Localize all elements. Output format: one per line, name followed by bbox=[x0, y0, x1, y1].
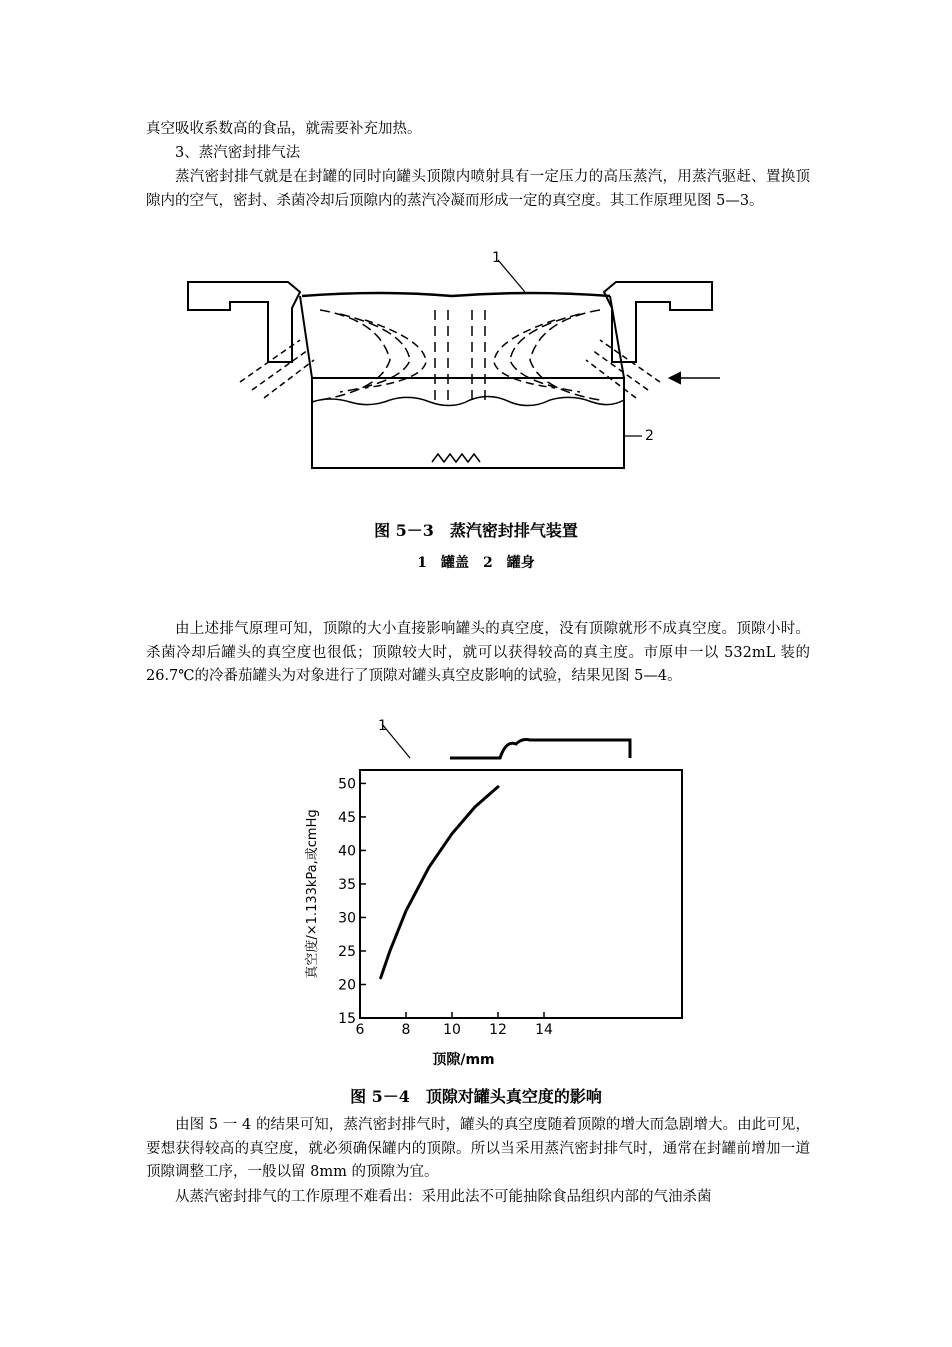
paragraph-1: 真空吸收系数高的食品，就需要补充加热。 bbox=[146, 121, 422, 137]
x-tick-label: 8 bbox=[401, 1022, 411, 1038]
chart-label-1: 1 bbox=[378, 718, 387, 734]
y-tick-label: 35 bbox=[338, 876, 356, 893]
y-tick-label: 20 bbox=[338, 977, 356, 994]
y-tick-label: 40 bbox=[338, 843, 356, 860]
paragraph-5: 由图 5 一 4 的结果可知，蒸汽密封排气时，罐头的真空度随着顶隙的增大而急剧增大。由此可见，要想获得较高的真空度，就必须确保罐内的顶隙。所以当采用蒸汽密封排气时，通常在封罐前增加一道顶隙调整工序，一般以留 8mm 的顶隙为宜。 bbox=[146, 1117, 810, 1180]
paragraph-6: 从蒸汽密封排气的工作原理不难看出：采用此法不可能抽除食品组织内部的气油杀菌 bbox=[175, 1189, 712, 1205]
y-tick-label: 15 bbox=[338, 1011, 356, 1027]
series-line bbox=[381, 787, 498, 978]
y-tick-label: 25 bbox=[338, 943, 356, 960]
x-axis-label: 顶隙/mm bbox=[432, 1052, 495, 1068]
paragraph-4: 由上述排气原理可知，顶隙的大小直接影响罐头的真空度，没有顶隙就形不成真空度。顶隙小时。杀菌冷却后罐头的真空度也很低；顶隙较大时，就可以获得较高的真主度。市原申一以 532mL 装的 26.7℃的冷番茄罐头为对象进行了顶隙对罐头真空皮影响的试验，结果见图 5—4。 bbox=[146, 621, 810, 684]
y-tick-label: 45 bbox=[338, 809, 356, 826]
steam-seal-device-diagram bbox=[180, 250, 720, 480]
figure-5-3-caption: 图 5－3 蒸汽密封排气装置 bbox=[374, 521, 578, 540]
plot-frame bbox=[360, 770, 682, 1018]
y-tick-label: 30 bbox=[338, 910, 356, 927]
section-heading: 3、蒸汽密封排气法 bbox=[175, 145, 301, 161]
headspace-vacuum-chart bbox=[290, 718, 710, 1070]
paragraph-3: 蒸汽密封排气就是在封罐的同时向罐头顶隙内喷射具有一定压力的高压蒸汽，用蒸汽驱赶、置换顶隙内的空气，密封、杀菌冷却后顶隙内的蒸汽冷凝而形成一定的真空度。其工作原理见图 5—3。 bbox=[146, 169, 810, 209]
figure-5-4-caption: 图 5－4 顶隙对罐头真空度的影响 bbox=[350, 1087, 602, 1106]
figure-5-3-subcaption: 1 罐盖 2 罐身 bbox=[417, 555, 535, 571]
x-tick-label: 6 bbox=[355, 1022, 365, 1038]
x-tick-label: 12 bbox=[489, 1022, 507, 1038]
label-1: 1 bbox=[492, 250, 501, 266]
x-tick-label: 14 bbox=[535, 1022, 553, 1038]
y-tick-label: 50 bbox=[338, 776, 356, 793]
y-axis-label: 真空度/×1.133kPa,或cmHg bbox=[305, 809, 320, 979]
x-tick-label: 10 bbox=[443, 1022, 461, 1038]
label-2: 2 bbox=[645, 428, 654, 444]
